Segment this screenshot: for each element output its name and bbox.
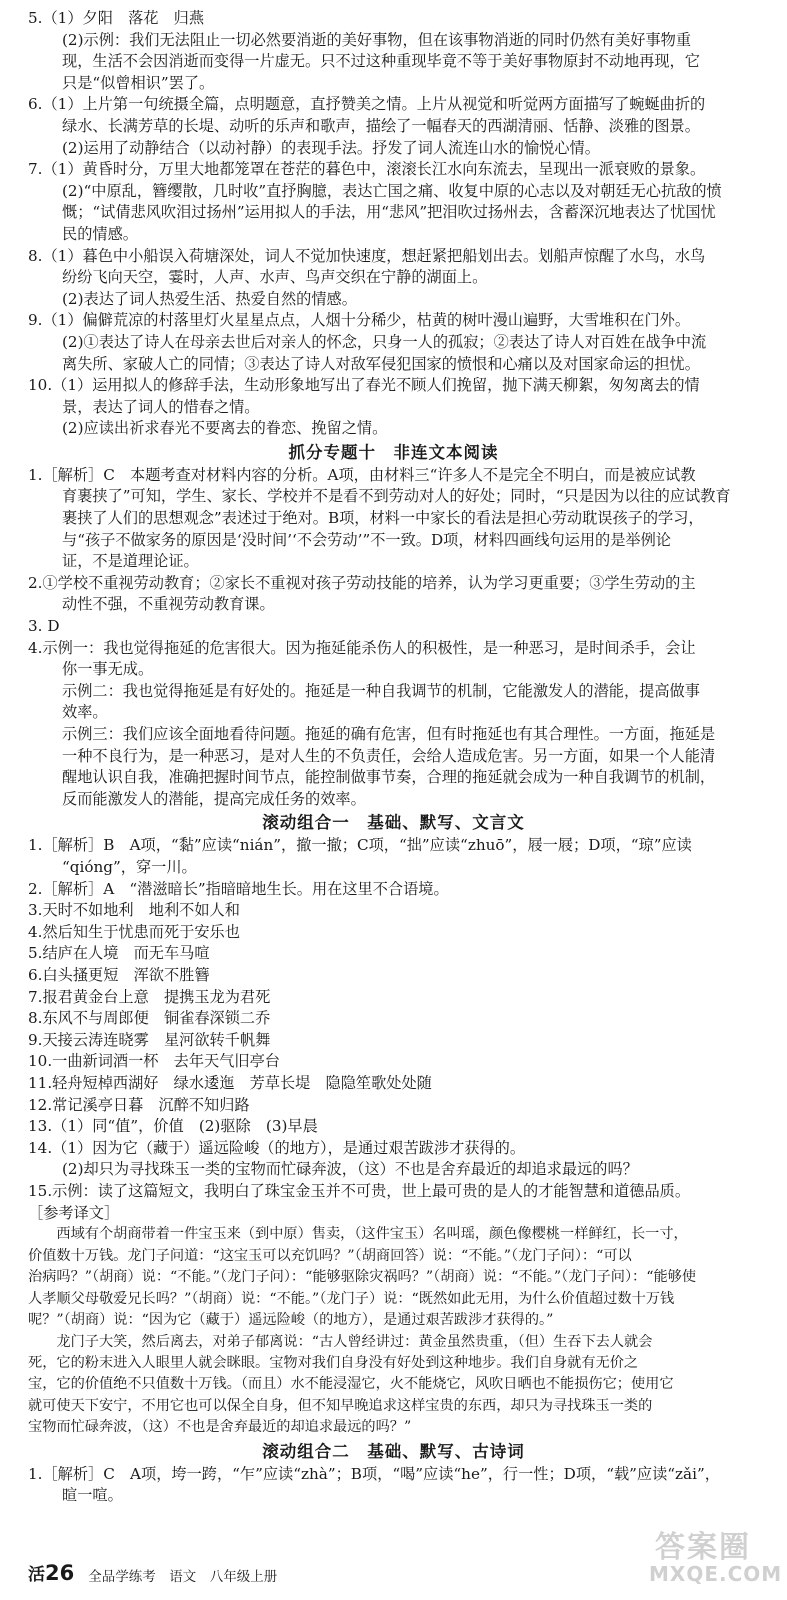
answer-line: 效率。 xyxy=(62,703,108,722)
answers-rolling-group-2 xyxy=(28,1464,759,1507)
translation-line: 宝，它的价值绝不只值数十万钱。（而且）水不能浸湿它，火不能烧它，风吹日晒也不能损伤它；使用它 xyxy=(28,1376,674,1393)
page-number xyxy=(28,1562,74,1586)
translation-line: 就可使天下安宁，不用它也可以保全自身，但不知早晚追求这样宝贵的东西，却只为寻找珠玉一类的 xyxy=(28,1397,653,1414)
answer-line: 反而能激发人的潜能，提高完成任务的效率。 xyxy=(62,789,366,808)
watermark-sub: MXQE.COM xyxy=(649,1562,783,1586)
answer-line: 育裹挟了”可知，学生、家长、学校并不是看不到劳动对人的好处；同时，“只是因为以往的应试教育 xyxy=(62,487,731,506)
watermark-logo xyxy=(647,1522,783,1592)
answer-line: 绿水、长满芳草的长堤、动听的乐声和歌声，描绘了一幅春天的西湖清丽、恬静、淡雅的图景。 xyxy=(62,116,700,135)
answer-line: 与“孩子不做家务的原因是‘没时间’‘不会劳动’”不一致。D项，材料四画线句运用的是举例论 xyxy=(62,530,671,549)
section-heading-rolling-group-2: 滚动组合二 基础、默写、古诗词 xyxy=(262,1441,525,1461)
answer-line: 15.示例：读了这篇短文，我明白了珠宝金玉并不可贵，世上最可贵的是人的才能智慧和道德品质。 xyxy=(28,1181,691,1200)
answer-line: 1.［解析］C 本题考查对材料内容的分析。A项，由材料三“许多人不是完全不明白，而是被应试教 xyxy=(28,465,696,484)
answer-line: 3. D xyxy=(28,617,60,636)
answer-line: 示例三：我们应该全面地看待问题。拖延的确有危害，但有时拖延也有其合理性。一方面，拖延是 xyxy=(62,725,716,743)
reference-translation-title: ［参考译文］ xyxy=(28,1204,120,1223)
answer-line: 暄一喧。 xyxy=(62,1486,123,1505)
answer-line: 6.白头搔更短 浑欲不胜簪 xyxy=(28,965,210,984)
answer-line: 10.一曲新词酒一杯 去年天气旧亭台 xyxy=(28,1052,280,1071)
translation-line: 西域有个胡商带着一件宝玉来（到中原）售卖，（这件宝玉）名叫瑶，颜色像樱桃一样鲜红，长一寸， xyxy=(28,1226,688,1243)
answer-line: 4.示例一：我也觉得拖延的危害很大。因为拖延能杀伤人的积极性，是一种恶习，是时间杀手，会让 xyxy=(28,638,696,657)
answer-line: (2)示例：我们无法阻止一切必然要消逝的美好事物，但在该事物消逝的同时仍然有美好事物重 xyxy=(62,30,692,49)
answer-line: 只是“似曾相识”罢了。 xyxy=(62,73,215,92)
answer-line: 7.（1）黄昏时分，万里大地都笼罩在苍茫的暮色中，滚滚长江水向东流去，呈现出一派衰败的景象。 xyxy=(28,160,706,179)
answer-line: 证，不是道理论证。 xyxy=(62,552,199,571)
answer-line: 景，表达了词人的惜春之情。 xyxy=(62,397,260,416)
answer-line: 9.天接云涛连晓雾 星河欲转千帆舞 xyxy=(28,1030,271,1049)
book-info: 全品学练考 语文 八年级上册 xyxy=(88,1569,278,1585)
answer-line: (2)却只为寻找珠玉一类的宝物而忙碌奔波，（这）不也是舍弃最近的却追求最远的吗？ xyxy=(62,1160,638,1179)
watermark-main: 答案圈 xyxy=(655,1530,751,1565)
translation-line: 治病吗？”（胡商）说：“不能。”（龙门子问）：“能够驱除灾祸吗？”（胡商）说：“不能。”（龙门子问）：“能够使 xyxy=(28,1269,697,1286)
answer-line: 你一事无成。 xyxy=(62,660,154,679)
answer-line: 8.东风不与周郎便 铜雀春深锁二乔 xyxy=(28,1009,271,1028)
answers-poetry xyxy=(28,8,759,440)
answer-line: 11.轻舟短棹西湖好 绿水逶迤 芳草长堤 隐隐笙歌处处随 xyxy=(28,1073,432,1092)
answer-line: 7.报君黄金台上意 提携玉龙为君死 xyxy=(28,987,271,1006)
answer-line: (2)①表达了诗人在母亲去世后对亲人的怀念，只身一人的孤寂；②表达了诗人对百姓在战争中流 xyxy=(62,332,707,351)
section-heading-rolling-group-1: 滚动组合一 基础、默写、文言文 xyxy=(262,813,525,833)
answer-line: 8.（1）暮色中小船误入荷塘深处，词人不觉加快速度，想赶紧把船划出去。划船声惊醒了水鸟，水鸟 xyxy=(28,246,706,265)
answer-line: (2)“中原乱，簪缨散，几时收”直抒胸臆，表达亡国之痛、收复中原的心志以及对朝廷无心抗敌的愤 xyxy=(62,181,722,200)
answer-line: (2)表达了词人热爱生活、热爱自然的情感。 xyxy=(62,289,357,308)
answer-line: “qióng”，穿一川。 xyxy=(62,857,197,876)
answer-line: 一种不良行为，是一种恶习，是对人生的不负责任，会给人造成危害。另一方面，如果一个人能清 xyxy=(62,746,716,765)
answer-line: 4.然后知生于忧患而死于安乐也 xyxy=(28,922,240,941)
page-number-value: 26 xyxy=(45,1561,75,1585)
answer-line: 5.（1）夕阳 落花 归燕 xyxy=(28,9,205,27)
answer-line: 现，生活不会因消逝而变得一片虚无。只不过这种重现毕竟不等于美好事物原封不动地再现，它 xyxy=(62,52,700,71)
answer-line: 2.［解析］A “潜滋暗长”指暗暗地生长。用在这里不合语境。 xyxy=(28,879,449,898)
answer-line: 1.［解析］C A项，垮一跨，“乍”应读“zhà”；B项，“喝”应读“he”，行一性；D项，“载”应读“zǎi”， xyxy=(28,1464,720,1483)
answer-line: 2.①学校不重视劳动教育；②家长不重视对孩子劳动技能的培养，认为学习更重要；③学生劳动的主 xyxy=(28,573,696,592)
translation-line: 龙门子大笑，然后离去，对弟子郁离说：“古人曾经讲过：黄金虽然贵重，（但）生吞下去人就会 xyxy=(28,1333,653,1350)
answer-line: 示例二：我也觉得拖延是有好处的。拖延是一种自我调节的机制，它能激发人的潜能，提高做事 xyxy=(62,681,700,700)
answer-line: 13.（1）同“值”，价值 (2)驱除 (3)早晨 xyxy=(28,1117,318,1136)
translation-line: 价值数十万钱。龙门子问道：“这宝玉可以充饥吗？”（胡商回答）说：“不能。”（龙门子问）：“可以 xyxy=(28,1247,632,1264)
page-footer xyxy=(28,1560,277,1586)
answer-line: (2)运用了动静结合（以动衬静）的表现手法。抒发了词人流连山水的愉悦心情。 xyxy=(62,138,600,157)
answer-line: 12.常记溪亭日暮 沉醉不知归路 xyxy=(28,1095,250,1114)
reference-translation-body xyxy=(28,1224,759,1438)
answer-line: 3.天时不如地利 地利不如人和 xyxy=(28,901,240,920)
answer-line: 慨；“试倩悲风吹泪过扬州”运用拟人的手法，用“悲风”把泪吹过扬州去，含蓄深沉地表达了忧国忧 xyxy=(62,203,716,222)
answer-line: 5.结庐在人境 而无车马喧 xyxy=(28,944,210,963)
section-heading-nonlinear-reading: 抓分专题十 非连文本阅读 xyxy=(288,442,499,462)
answer-line: 动性不强，不重视劳动教育课。 xyxy=(62,595,275,614)
answer-line: 民的情感。 xyxy=(62,224,138,243)
answers-nonlinear-reading xyxy=(28,465,759,811)
answer-line: 裹挟了人们的思想观念”表述过于绝对。B项，材料一中家长的看法是担心劳动耽误孩子的学习， xyxy=(62,509,704,528)
answer-line: 6.（1）上片第一句统摄全篇，点明题意，直抒赞美之情。上片从视觉和听觉两方面描写了蜿蜒曲折的 xyxy=(28,95,706,114)
answer-line: 9.（1）偏僻荒凉的村落里灯火星星点点，人烟十分稀少，枯黄的树叶漫山遍野，大雪堆积在门外。 xyxy=(28,311,691,330)
answer-line: (2)应读出祈求春光不要离去的眷恋、挽留之情。 xyxy=(62,419,388,438)
translation-line: 宝物而忙碌奔波，（这）不也是舍弃最近的却追求最远的吗？” xyxy=(28,1419,412,1436)
answer-line: 离失所、家破人亡的同情；③表达了诗人对敌军侵犯国家的愤恨和心痛以及对国家命运的担忧。 xyxy=(62,354,700,373)
answers-rolling-group-1 xyxy=(28,835,759,1202)
page-prefix: 活 xyxy=(28,1565,45,1585)
answer-line: 10.（1）运用拟人的修辞手法，生动形象地写出了春光不顾人们挽留，抛下满天柳絮，匆匆离去的情 xyxy=(28,376,700,395)
translation-line: 死，它的粉末进入人眼里人就会眯眼。宝物对我们自身没有好处到这种地步。我们自身就有无价之 xyxy=(28,1354,639,1371)
translation-line: 呢？”（胡商）说：“因为它（藏于）遥远险峻（的地方），是通过艰苦跋涉才获得的。” xyxy=(28,1312,554,1329)
answer-line: 纷纷飞向天空，霎时，人声、水声、鸟声交织在宁静的湖面上。 xyxy=(62,268,488,287)
answer-line: 1.［解析］B A项，“黏”应读“nián”，撤一撤；C项，“拙”应读“zhuō”，屐一屐；D项，“琼”应读 xyxy=(28,836,692,855)
translation-line: 人孝顺父母敬爱兄长吗？”（胡商）说：“不能。”（龙门子）说：“既然如此无用，为什么价值超过数十万钱 xyxy=(28,1290,675,1307)
answer-line: 醒地认识自我，准确把握时间节点，能控制做事节奏，合理的拖延就会成为一种自我调节的机制， xyxy=(62,768,716,787)
answer-line: 14.（1）因为它（藏于）遥远险峻（的地方），是通过艰苦跋涉才获得的。 xyxy=(28,1138,526,1157)
